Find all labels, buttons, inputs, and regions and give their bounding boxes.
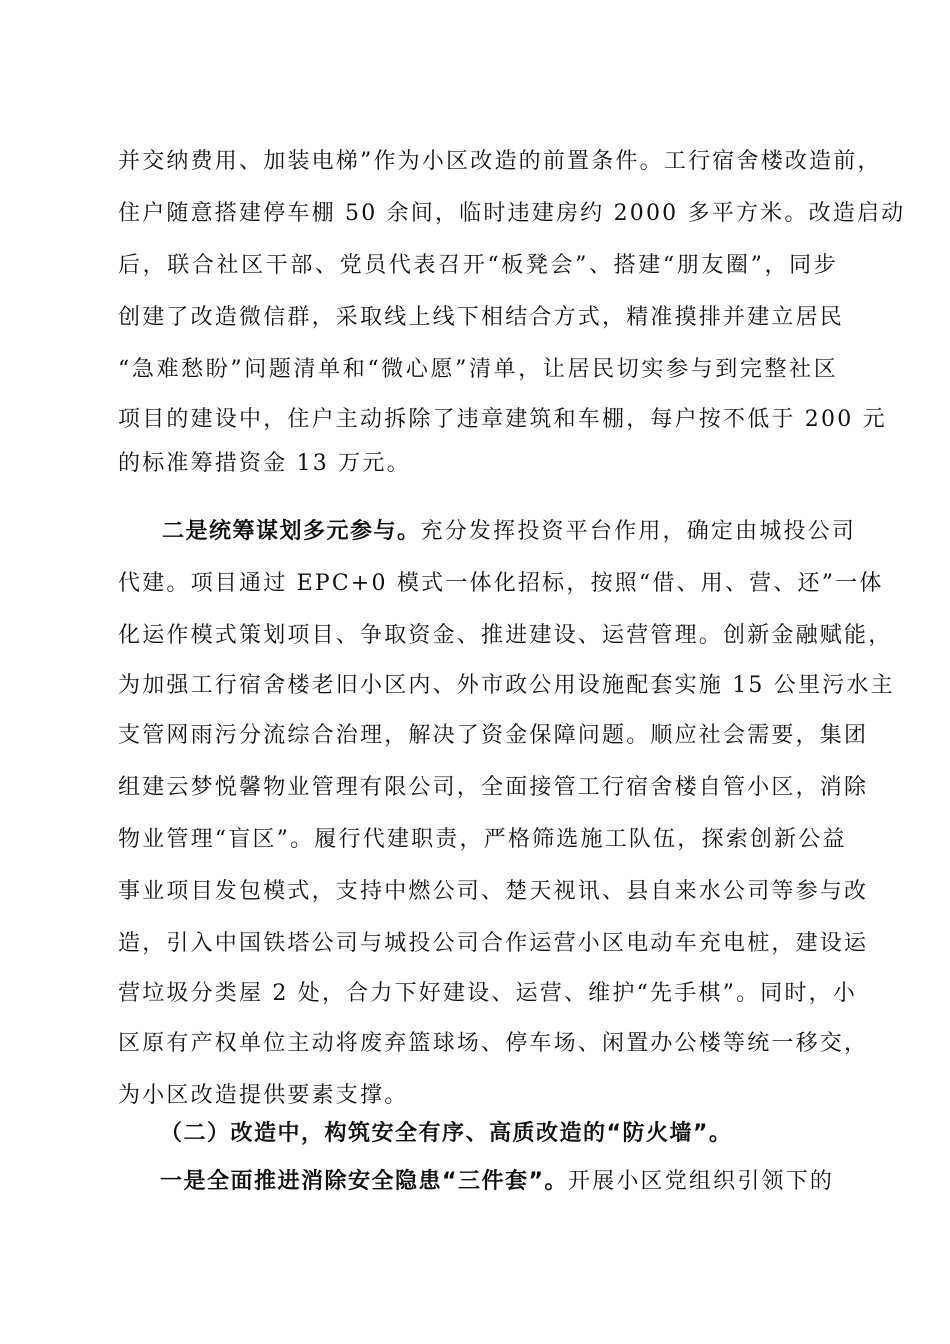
paragraph-1-line-1: 并交纳费用、加装电梯”作为小区改造的前置条件。工行宿舍楼改造前， [118,149,882,174]
paragraph-2-first-line [162,512,857,552]
section-heading: （二）改造中，构筑安全有序、高质改造的“防火墙”。 [160,1121,733,1146]
paragraph-3-heading: 一是全面推进消除安全隐患“三件套”。 [160,1169,568,1194]
paragraph-1-line-5: “急难愁盼”问题清单和“微心愿”清单，让居民切实参与到完整社区 [118,357,838,382]
paragraph-3-first-line-text: 开展小区党组织引领下的 [567,1169,835,1194]
paragraph-2-line-12: 为小区改造提供要素支撑。 [118,1083,409,1108]
paragraph-1-line-3: 后，联合社区干部、党员代表召开“板凳会”、搭建“朋友圈”，同步 [118,253,838,278]
paragraph-2-line-11: 区原有产权单位主动将废弃篮球场、停车场、闲置办公楼等统一移交， [118,1031,869,1056]
paragraph-2-line-2: 代建。项目通过 EPC+0 模式一体化招标，按照“借、用、营、还”一体 [118,571,884,596]
paragraph-2-line-6: 组建云梦悦馨物业管理有限公司，全面接管工行宿舍楼自管小区，消除 [118,775,869,800]
paragraph-2-line-9: 造，引入中国铁塔公司与城投公司合作运营小区电动车充电桩，建设运 [118,931,869,956]
paragraph-2-line-4: 为加强工行宿舍楼老旧小区内、外市政公用设施配套实施 15 公里污水主 [118,673,895,698]
paragraph-1-line-2: 住户随意搭建停车棚 50 余间，临时违建房约 2000 多平方米。改造启动 [118,201,906,226]
paragraph-2-heading: 二是统筹谋划多元参与。 [162,519,421,544]
paragraph-2-line-3: 化运作模式策划项目、争取资金、推进建设、运营管理。创新金融赋能， [118,623,893,648]
paragraph-1-line-4: 创建了改造微信群，采取线上线下相结合方式，精准摸排并建立居民 [118,305,845,330]
paragraph-2-line-5: 支管网雨污分流综合治理，解决了资金保障问题。顺应社会需要，集团 [118,723,869,748]
paragraph-2-line-7: 物业管理“盲区”。履行代建职责，严格筛选施工队伍，探索创新公益 [118,827,847,852]
paragraph-2-line-10: 营垃圾分类屋 2 处，合力下好建设、运营、维护“先手棋”。同时，小 [118,981,858,1006]
paragraph-1-line-6: 项目的建设中，住户主动拆除了违章建筑和车棚，每户按不低于 200 元 [118,407,887,432]
paragraph-3-first-line [160,1162,840,1202]
paragraph-2-line-8: 事业项目发包模式，支持中燃公司、楚天视讯、县自来水公司等参与改 [118,879,869,904]
paragraph-2-first-line-text: 充分发挥投资平台作用，确定由城投公司 [420,519,857,544]
paragraph-1-line-7: 的标准筹措资金 13 万元。 [118,451,411,476]
